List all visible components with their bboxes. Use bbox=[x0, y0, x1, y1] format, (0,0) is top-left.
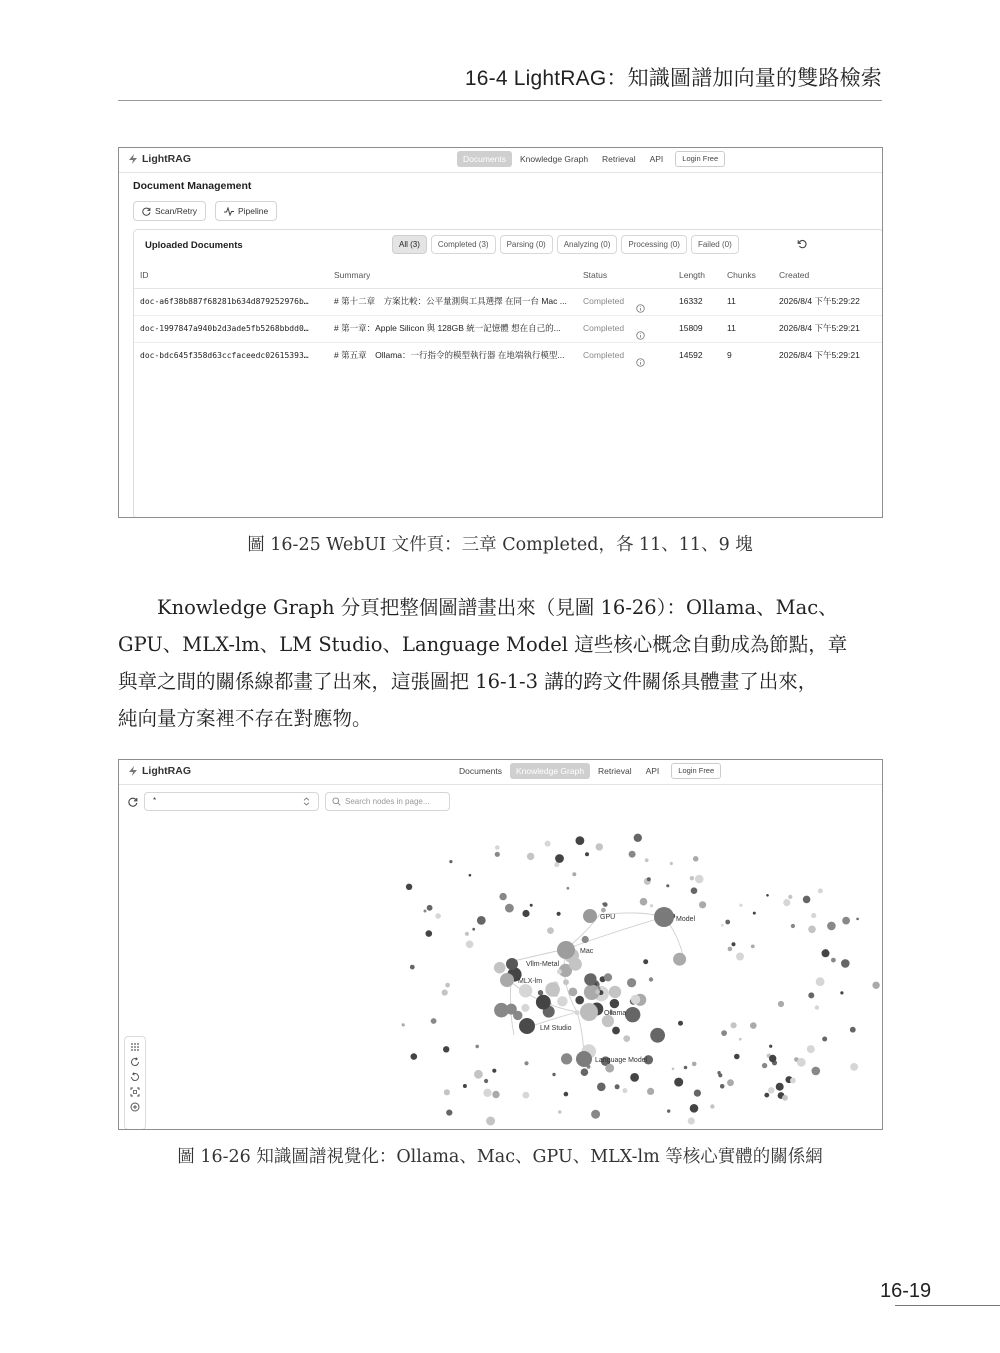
graph-node[interactable] bbox=[505, 904, 514, 913]
filter-completed[interactable]: Completed (3) bbox=[431, 235, 496, 254]
header-rule bbox=[118, 100, 882, 101]
graph-node[interactable] bbox=[469, 874, 472, 877]
graph-node[interactable] bbox=[850, 1027, 856, 1033]
doc-id: doc-1997847a940b2d3ade5fb5268bbdd0… bbox=[140, 324, 309, 333]
graph-node[interactable] bbox=[816, 977, 825, 986]
status-badge: Completed bbox=[583, 296, 625, 306]
graph-node[interactable] bbox=[445, 983, 450, 988]
paragraph-line: 與章之間的關係線都畫了出來，這張圖把 16-1-3 講的跨文件關係具體畫了出來， bbox=[118, 670, 818, 693]
graph-node[interactable] bbox=[494, 1003, 509, 1018]
graph-node[interactable] bbox=[693, 856, 699, 862]
graph-node[interactable] bbox=[564, 1092, 569, 1097]
node-model bbox=[654, 907, 674, 927]
doc-chunks: 11 bbox=[727, 323, 736, 333]
graph-node[interactable] bbox=[694, 1090, 701, 1097]
graph-node[interactable] bbox=[674, 1078, 683, 1087]
graph-node[interactable] bbox=[751, 945, 755, 949]
graph-node[interactable] bbox=[684, 1066, 688, 1070]
graph-node[interactable] bbox=[811, 913, 816, 918]
graph-node[interactable] bbox=[629, 851, 636, 858]
graph-node[interactable] bbox=[597, 1083, 606, 1092]
graph-node[interactable] bbox=[766, 894, 769, 897]
graph-node[interactable] bbox=[522, 910, 529, 917]
pipeline-button[interactable] bbox=[215, 201, 277, 221]
graph-node[interactable] bbox=[557, 996, 567, 1006]
figure-caption-1: 圖 16-25 WebUI 文件頁：三章 Completed，各 11、11、9 塊 bbox=[247, 535, 753, 555]
login-button[interactable]: Login Free bbox=[671, 763, 721, 779]
graph-node[interactable] bbox=[474, 1070, 483, 1079]
brand bbox=[128, 153, 191, 165]
graph-node[interactable] bbox=[410, 965, 415, 970]
graph-nodes bbox=[402, 834, 880, 1126]
graph-node[interactable] bbox=[728, 947, 733, 952]
graph-node[interactable] bbox=[647, 877, 651, 881]
graph-node[interactable] bbox=[645, 858, 649, 862]
graph-node[interactable] bbox=[625, 1007, 640, 1022]
graph-node[interactable] bbox=[492, 1091, 499, 1098]
graph-node[interactable] bbox=[576, 836, 585, 845]
doc-chunks: 9 bbox=[727, 350, 732, 360]
info-icon[interactable] bbox=[636, 351, 645, 378]
graph-node[interactable] bbox=[595, 990, 600, 995]
brand-name: LightRAG bbox=[142, 153, 191, 165]
graph-node[interactable] bbox=[499, 893, 506, 900]
table-row[interactable] bbox=[134, 342, 883, 369]
uploaded-documents-panel bbox=[133, 229, 883, 518]
graph-node[interactable] bbox=[555, 854, 564, 863]
filter-all[interactable]: All (3) bbox=[392, 235, 427, 254]
graph-node[interactable] bbox=[567, 887, 570, 890]
graph-node[interactable] bbox=[557, 912, 561, 916]
graph-node[interactable] bbox=[691, 887, 698, 894]
node-label-model: Model bbox=[676, 916, 696, 923]
graph-node[interactable] bbox=[545, 982, 560, 997]
graph-node[interactable] bbox=[725, 920, 730, 925]
graph-node[interactable] bbox=[734, 1054, 740, 1060]
tab-retrieval[interactable]: Retrieval bbox=[598, 766, 632, 776]
graph-node[interactable] bbox=[783, 899, 790, 906]
graph-node[interactable] bbox=[815, 1005, 819, 1009]
node-vllm-metal bbox=[506, 958, 518, 970]
graph-node[interactable] bbox=[449, 860, 452, 863]
node-mac bbox=[557, 941, 575, 959]
col-status: Status bbox=[583, 270, 608, 280]
main-nav bbox=[457, 151, 725, 167]
graph-node[interactable] bbox=[547, 927, 554, 934]
graph-node[interactable] bbox=[446, 1110, 452, 1116]
graph-node[interactable] bbox=[690, 1104, 699, 1113]
doc-length: 14592 bbox=[679, 350, 703, 360]
node-lm-studio bbox=[519, 1018, 535, 1034]
status-badge: Completed bbox=[583, 350, 625, 360]
graph-node[interactable] bbox=[750, 1022, 757, 1029]
col-id: ID bbox=[140, 270, 149, 280]
graph-node[interactable] bbox=[472, 928, 475, 931]
graph-node[interactable] bbox=[575, 1010, 580, 1015]
figure-caption-2: 圖 16-26 知識圖譜視覺化：Ollama、Mac、GPU、MLX-lm 等核心實體的關係網 bbox=[177, 1147, 823, 1167]
graph-node[interactable] bbox=[530, 904, 533, 907]
tab-documents[interactable]: Documents bbox=[459, 766, 502, 776]
graph-node[interactable] bbox=[841, 959, 850, 968]
col-summary: Summary bbox=[334, 270, 371, 280]
layout-grid-icon[interactable] bbox=[130, 1042, 140, 1052]
graph-node[interactable] bbox=[647, 1088, 654, 1095]
graph-node[interactable] bbox=[764, 1093, 769, 1098]
graph-node[interactable] bbox=[688, 1117, 695, 1124]
graph-node[interactable] bbox=[782, 1095, 788, 1101]
graph-node[interactable] bbox=[630, 1073, 639, 1082]
graph-node[interactable] bbox=[627, 978, 636, 987]
graph-node[interactable] bbox=[842, 917, 850, 925]
graph-node[interactable] bbox=[519, 984, 532, 997]
running-header: 16-4 LightRAG：知識圖譜加向量的雙路檢索 bbox=[464, 67, 882, 90]
graph-node[interactable] bbox=[790, 1078, 796, 1084]
graph-node[interactable] bbox=[584, 973, 596, 985]
panel-title: Uploaded Documents bbox=[145, 240, 243, 251]
graph-node[interactable] bbox=[670, 862, 673, 865]
graph-node[interactable] bbox=[768, 1087, 774, 1093]
graph-node[interactable] bbox=[721, 924, 724, 927]
graph-node[interactable] bbox=[444, 1089, 450, 1095]
tab-documents[interactable]: Documents bbox=[457, 151, 512, 167]
lightrag-logo-icon bbox=[128, 154, 138, 164]
graph-node[interactable] bbox=[582, 936, 589, 943]
graph-node[interactable] bbox=[720, 1084, 725, 1089]
graph-node[interactable] bbox=[721, 1030, 727, 1036]
rotate-ccw-icon[interactable] bbox=[130, 1072, 140, 1082]
app-topbar bbox=[119, 148, 882, 173]
graph-node[interactable] bbox=[667, 1109, 670, 1112]
node-label-language-model: Language Model bbox=[595, 1057, 648, 1064]
graph-node[interactable] bbox=[495, 845, 500, 850]
graph-node[interactable] bbox=[739, 1038, 742, 1041]
graph-node[interactable] bbox=[610, 999, 619, 1008]
node-label-mac: Mac bbox=[580, 948, 594, 955]
table-row[interactable] bbox=[134, 315, 883, 343]
graph-node[interactable] bbox=[426, 930, 433, 937]
rotate-cw-icon[interactable] bbox=[130, 1057, 140, 1067]
col-chunks: Chunks bbox=[727, 270, 756, 280]
pipeline-label: Pipeline bbox=[238, 206, 269, 216]
node-ollama bbox=[580, 1003, 598, 1021]
graph-node[interactable] bbox=[557, 969, 562, 974]
graph-node[interactable] bbox=[673, 953, 686, 966]
graph-node[interactable] bbox=[431, 1018, 437, 1024]
label-select-value: * bbox=[153, 796, 157, 805]
graph-node[interactable] bbox=[521, 1004, 529, 1012]
graph-node[interactable] bbox=[718, 1073, 722, 1077]
graph-node[interactable] bbox=[466, 941, 474, 949]
graph-node[interactable] bbox=[666, 884, 669, 887]
graph-node[interactable] bbox=[402, 1023, 405, 1026]
node-label-gpu: GPU bbox=[600, 914, 616, 921]
graph-node[interactable] bbox=[803, 896, 811, 904]
graph-node[interactable] bbox=[831, 958, 836, 963]
graph-node[interactable] bbox=[406, 884, 412, 890]
doc-summary: # 第五章 Ollama：一行指令的模型執行器 在地端執行模型... bbox=[334, 350, 565, 360]
filter-failed[interactable]: Failed (0) bbox=[691, 235, 739, 254]
doc-length: 15809 bbox=[679, 323, 703, 333]
graph-node[interactable] bbox=[552, 1073, 555, 1076]
paragraph-line: Knowledge Graph 分頁把整個圖譜畫出來（見圖 16-26）：Ollama、Mac、 bbox=[157, 596, 838, 619]
graph-node[interactable] bbox=[463, 1084, 467, 1088]
graph-node[interactable] bbox=[483, 1089, 491, 1097]
footer-rule bbox=[895, 1305, 1000, 1306]
page-number: 16-19 bbox=[880, 1280, 932, 1302]
graph-node[interactable] bbox=[650, 904, 653, 907]
graph-node[interactable] bbox=[731, 1022, 737, 1028]
refresh-icon bbox=[142, 207, 151, 216]
node-label-mlx-lm: MLX-lm bbox=[518, 978, 543, 985]
graph-node[interactable] bbox=[494, 962, 506, 974]
graph-node[interactable] bbox=[612, 1027, 620, 1035]
graph-node[interactable] bbox=[827, 922, 836, 931]
graph-node[interactable] bbox=[872, 982, 879, 989]
graph-node[interactable] bbox=[623, 1035, 630, 1042]
filter-processing[interactable]: Processing (0) bbox=[621, 235, 687, 254]
graph-node[interactable] bbox=[762, 1063, 767, 1068]
doc-created: 2026/8/4 下午5:29:21 bbox=[779, 323, 860, 333]
doc-chunks: 11 bbox=[727, 296, 736, 306]
status-filters bbox=[392, 235, 739, 254]
graph-node[interactable] bbox=[672, 1068, 675, 1071]
doc-id: doc-a6f38b887f68281b634d879252976b… bbox=[140, 297, 309, 306]
tab-api[interactable]: API bbox=[649, 154, 664, 164]
graph-node[interactable] bbox=[581, 1068, 589, 1076]
graph-node[interactable] bbox=[822, 949, 830, 957]
doc-length: 16332 bbox=[679, 296, 703, 306]
graph-node[interactable] bbox=[710, 1104, 714, 1108]
graph-node[interactable] bbox=[678, 1021, 683, 1026]
graph-node[interactable] bbox=[492, 1069, 496, 1073]
graph-node[interactable] bbox=[569, 958, 582, 971]
graph-node[interactable] bbox=[475, 1045, 479, 1049]
graph-node[interactable] bbox=[732, 942, 736, 946]
status-badge: Completed bbox=[583, 323, 625, 333]
doc-id: doc-bdc645f358d63ccfaceedc02615393… bbox=[140, 351, 309, 360]
search-placeholder: Search nodes in page... bbox=[345, 797, 430, 806]
body-paragraph bbox=[118, 589, 882, 737]
graph-node[interactable] bbox=[572, 872, 576, 876]
paragraph-line: GPU、MLX-lm、LM Studio、Language Model 這些核心概念自動成為節點，章 bbox=[118, 633, 848, 656]
figure-knowledge-graph-screenshot bbox=[118, 759, 883, 1130]
graph-node[interactable] bbox=[769, 1055, 776, 1062]
tab-knowledge-graph[interactable]: Knowledge Graph bbox=[520, 154, 589, 164]
scan-retry-label: Scan/Retry bbox=[155, 206, 198, 216]
graph-node[interactable] bbox=[575, 996, 584, 1005]
tab-retrieval[interactable]: Retrieval bbox=[602, 154, 636, 164]
section-title: Document Management bbox=[133, 180, 252, 192]
graph-node[interactable] bbox=[812, 1067, 821, 1076]
table-header bbox=[134, 263, 883, 289]
graph-node[interactable] bbox=[563, 979, 569, 985]
graph-node[interactable] bbox=[585, 852, 589, 856]
graph-node[interactable] bbox=[527, 853, 534, 860]
graph-node[interactable] bbox=[808, 992, 814, 998]
graph-node[interactable] bbox=[640, 898, 648, 906]
scan-retry-button[interactable] bbox=[133, 201, 206, 221]
graph-node[interactable] bbox=[604, 973, 612, 981]
graph-node[interactable] bbox=[495, 852, 500, 857]
tab-api[interactable]: API bbox=[645, 766, 660, 776]
graph-node[interactable] bbox=[484, 1079, 488, 1083]
graph-node[interactable] bbox=[840, 991, 843, 994]
filter-parsing[interactable]: Parsing (0) bbox=[500, 235, 553, 254]
doc-summary: # 第一章：Apple Silicon 與 128GB 統一記憶體 想在自己的... bbox=[334, 323, 561, 333]
filter-analyzing[interactable]: Analyzing (0) bbox=[557, 235, 618, 254]
doc-created: 2026/8/4 下午5:29:21 bbox=[779, 350, 860, 360]
graph-node[interactable] bbox=[435, 913, 441, 919]
brand-name: LightRAG bbox=[142, 765, 191, 777]
doc-created: 2026/8/4 下午5:29:22 bbox=[779, 296, 860, 306]
graph-node[interactable] bbox=[602, 903, 605, 906]
graph-node[interactable] bbox=[788, 895, 792, 899]
graph-node[interactable] bbox=[558, 1110, 561, 1113]
graph-node[interactable] bbox=[424, 910, 427, 913]
node-language-model bbox=[576, 1051, 592, 1067]
paragraph-line: 純向量方案裡不存在對應物。 bbox=[118, 707, 372, 730]
graph-node[interactable] bbox=[465, 932, 469, 936]
graph-node[interactable] bbox=[807, 1045, 815, 1053]
graph-node[interactable] bbox=[443, 1046, 449, 1052]
graph-node[interactable] bbox=[634, 834, 642, 842]
graph-node[interactable] bbox=[822, 1037, 827, 1042]
graph-node[interactable] bbox=[601, 908, 606, 913]
fit-view-icon[interactable] bbox=[130, 1087, 140, 1097]
graph-node[interactable] bbox=[695, 875, 704, 884]
graph-node[interactable] bbox=[692, 1062, 697, 1067]
graph-node[interactable] bbox=[808, 926, 816, 934]
node-label-vllm-metal: Vllm-Metal bbox=[526, 961, 560, 968]
graph-node[interactable] bbox=[538, 990, 543, 995]
graph-node[interactable] bbox=[631, 995, 641, 1005]
node-label-lm-studio: LM Studio bbox=[540, 1025, 572, 1032]
col-created: Created bbox=[779, 270, 810, 280]
knowledge-graph-canvas[interactable] bbox=[119, 760, 882, 1129]
graph-edge bbox=[566, 917, 664, 949]
graph-node[interactable] bbox=[739, 904, 742, 907]
graph-node[interactable] bbox=[569, 988, 578, 997]
figure-documents-screenshot bbox=[118, 147, 883, 518]
graph-node[interactable] bbox=[477, 916, 486, 925]
graph-node[interactable] bbox=[818, 888, 823, 893]
graph-node[interactable] bbox=[753, 912, 756, 915]
graph-node[interactable] bbox=[622, 1088, 627, 1093]
graph-node[interactable] bbox=[769, 1045, 772, 1048]
graph-node[interactable] bbox=[561, 1053, 572, 1064]
graph-node[interactable] bbox=[545, 841, 551, 847]
table-row[interactable] bbox=[134, 288, 883, 316]
graph-node[interactable] bbox=[411, 1053, 418, 1060]
graph-node[interactable] bbox=[591, 1110, 600, 1119]
graph-node[interactable] bbox=[690, 876, 694, 880]
activity-icon bbox=[224, 207, 234, 216]
graph-node[interactable] bbox=[650, 1028, 665, 1043]
graph-node[interactable] bbox=[797, 1058, 806, 1067]
node-gpu bbox=[583, 909, 597, 923]
login-button[interactable]: Login Free bbox=[675, 151, 725, 167]
graph-node[interactable] bbox=[524, 1061, 528, 1065]
graph-node[interactable] bbox=[427, 905, 433, 911]
tab-knowledge-graph[interactable]: Knowledge Graph bbox=[510, 763, 590, 779]
graph-node[interactable] bbox=[615, 1084, 620, 1089]
node-label-ollama: Ollama bbox=[604, 1010, 627, 1017]
graph-node[interactable] bbox=[736, 953, 744, 961]
graph-node[interactable] bbox=[643, 959, 648, 964]
col-length: Length bbox=[679, 270, 705, 280]
graph-node[interactable] bbox=[727, 1079, 734, 1086]
graph-node[interactable] bbox=[649, 977, 653, 981]
graph-node[interactable] bbox=[596, 843, 603, 850]
graph-node[interactable] bbox=[486, 1117, 495, 1126]
reload-icon[interactable] bbox=[797, 239, 807, 249]
doc-summary: # 第十二章 方案比較：公平量測與工具選擇 在同一台 Mac ... bbox=[334, 296, 567, 306]
node-mlx-lm bbox=[500, 973, 514, 987]
graph-node[interactable] bbox=[778, 1001, 784, 1007]
graph-node[interactable] bbox=[609, 986, 621, 998]
graph-side-controls bbox=[124, 1036, 146, 1130]
graph-node[interactable] bbox=[856, 918, 859, 921]
graph-node[interactable] bbox=[850, 1063, 858, 1071]
graph-node[interactable] bbox=[776, 1083, 784, 1091]
graph-node[interactable] bbox=[605, 1064, 614, 1073]
graph-node[interactable] bbox=[442, 990, 448, 996]
graph-node[interactable] bbox=[536, 995, 551, 1010]
graph-node[interactable] bbox=[699, 901, 706, 908]
zoom-in-icon[interactable] bbox=[130, 1102, 140, 1112]
graph-node[interactable] bbox=[523, 1092, 530, 1099]
graph-node[interactable] bbox=[791, 924, 795, 928]
